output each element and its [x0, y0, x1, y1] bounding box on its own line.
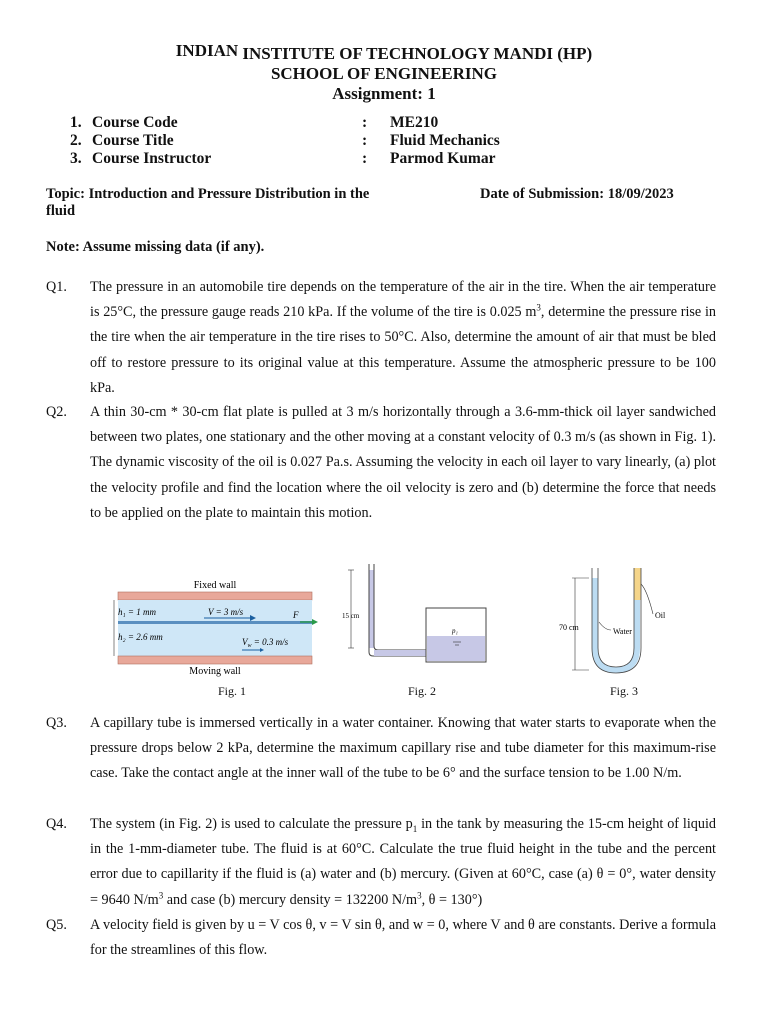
question-text: A velocity field is given by u = V cos θ, v = V sin θ, and w = 0, where V and θ are constants. Derive a formula for the streamlines of this flow.	[90, 917, 716, 959]
colon: :	[362, 150, 368, 167]
question-number: Q1.	[46, 279, 67, 295]
fig1-force-label: F	[293, 610, 299, 620]
course-instructor-value: Parmod Kumar	[390, 150, 496, 167]
question-number: Q5.	[46, 917, 67, 933]
question-text: A thin 30-cm * 30-cm flat plate is pulled at 3 m/s horizontally through a 3.6-mm-thick oil layer sandwiched between two plates, one stationary and the other moving at a constant velocity of 0.3 m/s (as shown in Fig. 1). The dynamic viscosity of the oil is 0.027 Pa.s. Assuming the velocity in each oil layer to vary linearly, (a) plot the velocity profile and find the location where the oil velocity is zero and (b) determine the force that needs to be applied on the plate to maintain this motion.	[90, 404, 716, 521]
fig2-pressure-label: p₁	[452, 627, 458, 635]
question-2	[46, 400, 716, 526]
institute-title-rest: INSTITUTE OF TECHNOLOGY MANDI (HP)	[242, 44, 593, 63]
fig3-water-label: Water	[613, 627, 632, 636]
fig2-diagram	[340, 560, 490, 684]
course-title-row	[70, 132, 710, 150]
question-text: A capillary tube is immersed vertically in a water container. Knowing that water starts to evaporate when the pressure drops below 2 kPa, determine the maximum capillary rise and tube diameter for this maximum-rise case. Take the contact angle at the inner wall of the tube to be 6° and the surface tension to be 1.00 N/m.	[90, 715, 716, 782]
question-text: The system (in Fig. 2) is used to calculate the pressure $p_1$ in the tank by measuring the 15-cm height of liquid in the 1-mm-diameter tube. The fluid is at 60°C. Calculate the true fluid height in the tube and the percent error due to capillarity if the fluid is (a) water and (b) mercury. (Given at 60°C, case (a) θ = 0°, water density = 9640 $N/m^3$ and case (b) mercury density = 132200 $N/m^3$, θ = 130°)	[90, 816, 716, 908]
fig1-h2-label: h₂ = 2.6 mm	[118, 632, 163, 642]
colon: :	[362, 114, 368, 131]
colon: :	[362, 132, 368, 149]
fig1-wall-velocity: $V_w = 0.3$ m/s	[242, 637, 289, 649]
row-number: 2.	[70, 132, 82, 149]
question-number: Q4.	[46, 816, 67, 832]
fig1-caption: Fig. 1	[218, 684, 247, 698]
submission-date: Date of Submission: 18/09/2023	[480, 186, 674, 202]
row-number: 3.	[70, 150, 82, 167]
course-code-row	[70, 114, 710, 132]
question-3	[46, 711, 716, 787]
row-number: 1.	[70, 114, 82, 131]
course-instructor-row	[70, 150, 710, 168]
question-4	[46, 812, 716, 913]
course-code-value: ME210	[390, 114, 439, 131]
question-1	[46, 275, 716, 401]
fig1-bottom-label: Moving wall	[189, 666, 241, 677]
question-text: The pressure in an automobile tire depends on the temperature of the air in the tire. When the air temperature is 25°C, the pressure gauge reads 210 kPa. If the volume of the tire is 0.025 $m^3$, determine the pressure rise in the tire when the air temperature in the tire rises to 50°C. Also, determine the amount of air that must be bled off to restore pressure to its original value at this temperature. Assume the atmospheric pressure to be 100 kPa.	[90, 279, 716, 396]
institute-title	[0, 41, 768, 64]
question-number: Q3.	[46, 715, 67, 731]
fig1-plate-velocity: V = 3 m/s	[208, 607, 244, 617]
fig2-caption: Fig. 2	[408, 684, 437, 698]
course-title-value: Fluid Mechanics	[390, 132, 500, 149]
course-title-label: Course Title	[92, 132, 174, 149]
assignment-title: Assignment: 1	[332, 84, 436, 103]
course-code-label: Course Code	[92, 114, 178, 131]
school-title: SCHOOL OF ENGINEERING	[270, 64, 498, 83]
topic: Topic: Introduction and Pressure Distribution in the fluid	[46, 186, 370, 219]
fig3-caption: Fig. 3	[610, 684, 639, 698]
note: Note: Assume missing data (if any).	[46, 239, 265, 255]
fig1-h1-label: h₁ = 1 mm	[118, 607, 156, 617]
fig3-oil-label: Oil	[655, 611, 666, 620]
fig1-diagram	[100, 560, 340, 684]
figures-row	[100, 560, 700, 708]
institute-title-first-word: INDIAN	[175, 41, 239, 60]
question-5	[46, 913, 716, 963]
fig3-height-label: 70 cm	[559, 623, 579, 632]
question-number: Q2.	[46, 404, 67, 420]
fig1-top-label: Fixed wall	[193, 580, 237, 591]
course-instructor-label: Course Instructor	[92, 150, 212, 167]
fig2-height-label: 15 cm	[342, 612, 360, 620]
fig3-diagram	[555, 560, 700, 684]
